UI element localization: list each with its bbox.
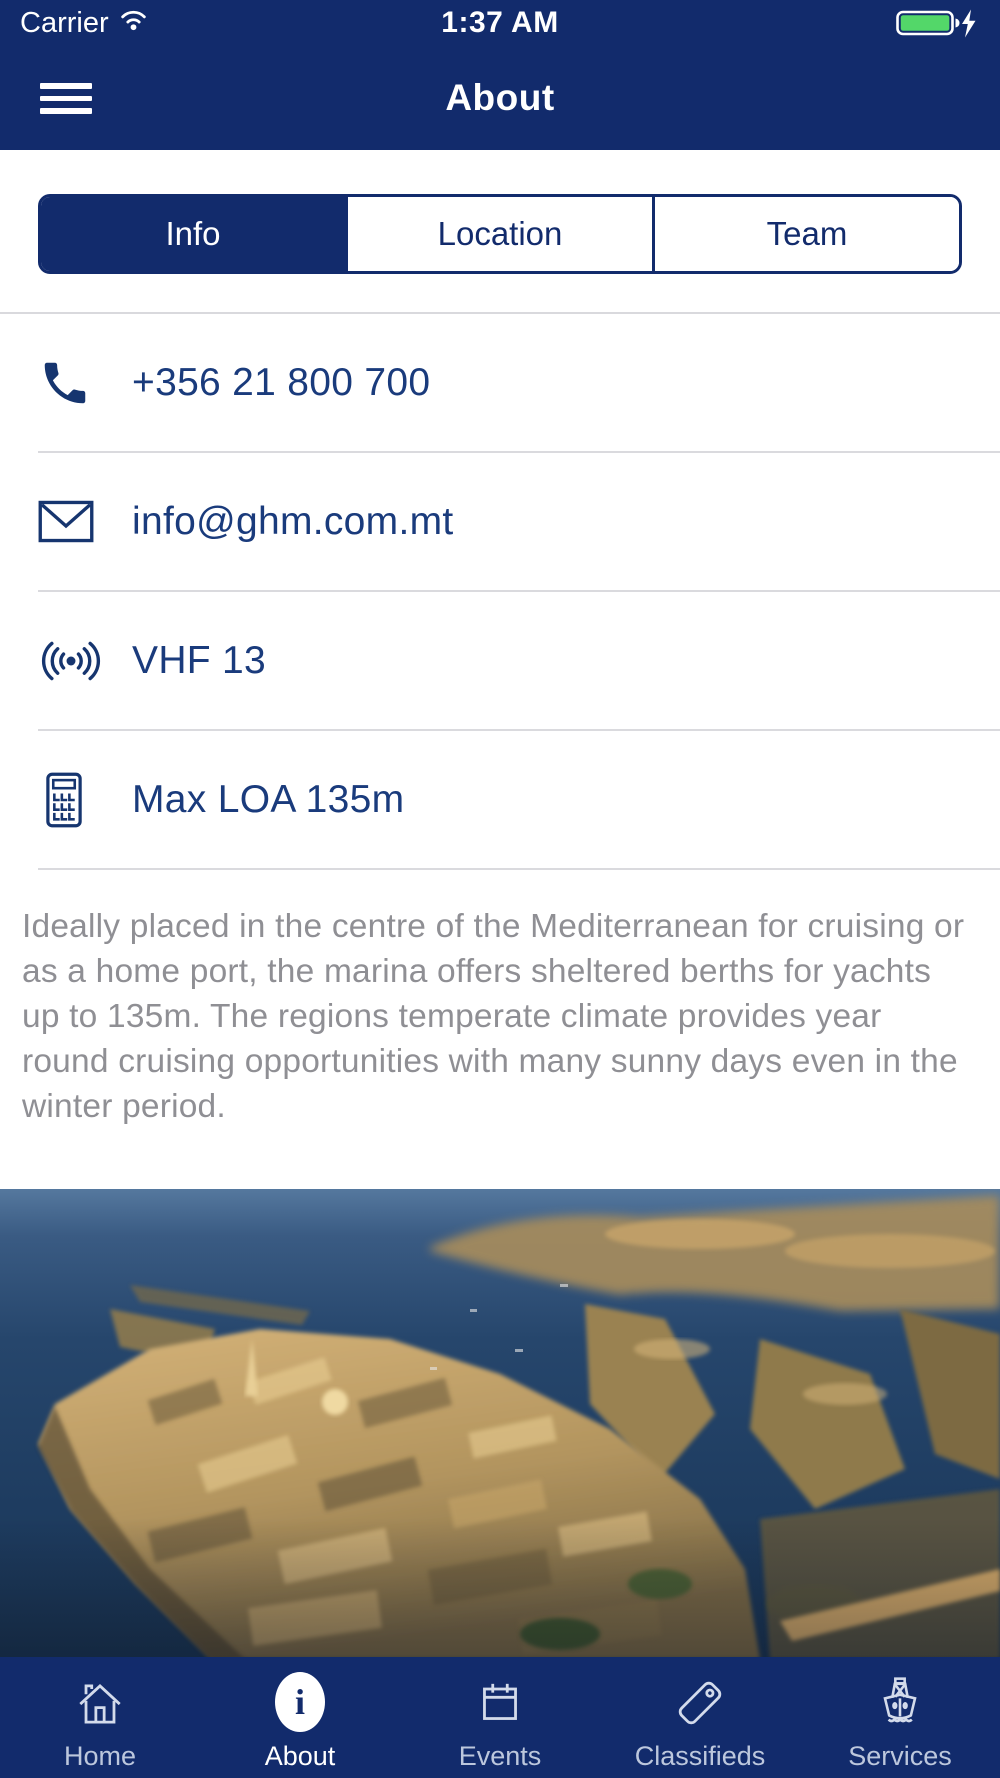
tab-bar [0,1657,1000,1778]
marina-description: Ideally placed in the centre of the Mediterranean for cruising or as a home port, the marina offers sheltered berths for yachts up to 135m. The regions temperate climate provides year round cruising opportunities with many sunny days even in the winter period. [22,908,965,1125]
segmented-control [38,194,962,274]
tab-about[interactable] [200,1657,400,1778]
phone-row[interactable] [0,314,1000,451]
tab-events[interactable] [400,1657,600,1778]
segment-location[interactable]: Location [345,197,652,271]
segment-team[interactable]: Team [652,197,959,271]
email-row[interactable] [0,453,1000,590]
harbour-photo [0,1189,1000,1659]
email-address: info@ghm.com.mt [132,499,454,543]
vhf-channel: VHF 13 [132,638,267,682]
hamburger-menu-icon[interactable] [40,83,92,114]
wifi-icon [118,7,149,40]
calendar-icon [471,1669,529,1737]
tab-classifieds-label: Classifieds [634,1741,766,1771]
page-title: About [445,77,555,118]
tab-about-label: About [264,1741,336,1771]
vhf-row[interactable] [0,592,1000,729]
phone-number: +356 21 800 700 [132,360,431,404]
carrier-label: Carrier [20,6,109,39]
calculator-icon [38,771,106,829]
top-chrome [0,0,1000,150]
tab-classifieds[interactable] [600,1657,800,1778]
ship-icon [871,1669,929,1737]
tab-home-label: Home [63,1741,137,1771]
max-loa-value: Max LOA 135m [132,777,405,821]
max-loa-row[interactable] [0,731,1000,868]
info-circle-icon [261,1669,339,1737]
battery-charging-icon [896,8,980,39]
nav-bar [0,46,1000,150]
tab-services-label: Services [848,1741,952,1771]
clock-time: 1:37 AM [441,6,559,39]
email-icon [38,500,106,543]
tab-services[interactable] [800,1657,1000,1778]
tag-icon [671,1669,729,1737]
radio-waves-icon [38,635,106,687]
segment-info[interactable]: Info [41,197,345,271]
phone-icon [38,356,106,410]
tab-events-label: Events [458,1741,542,1771]
status-bar [0,0,1000,46]
svg-text:i: i [294,1682,306,1722]
divider [38,868,1000,870]
tab-home[interactable] [0,1657,200,1778]
home-icon [71,1669,129,1737]
